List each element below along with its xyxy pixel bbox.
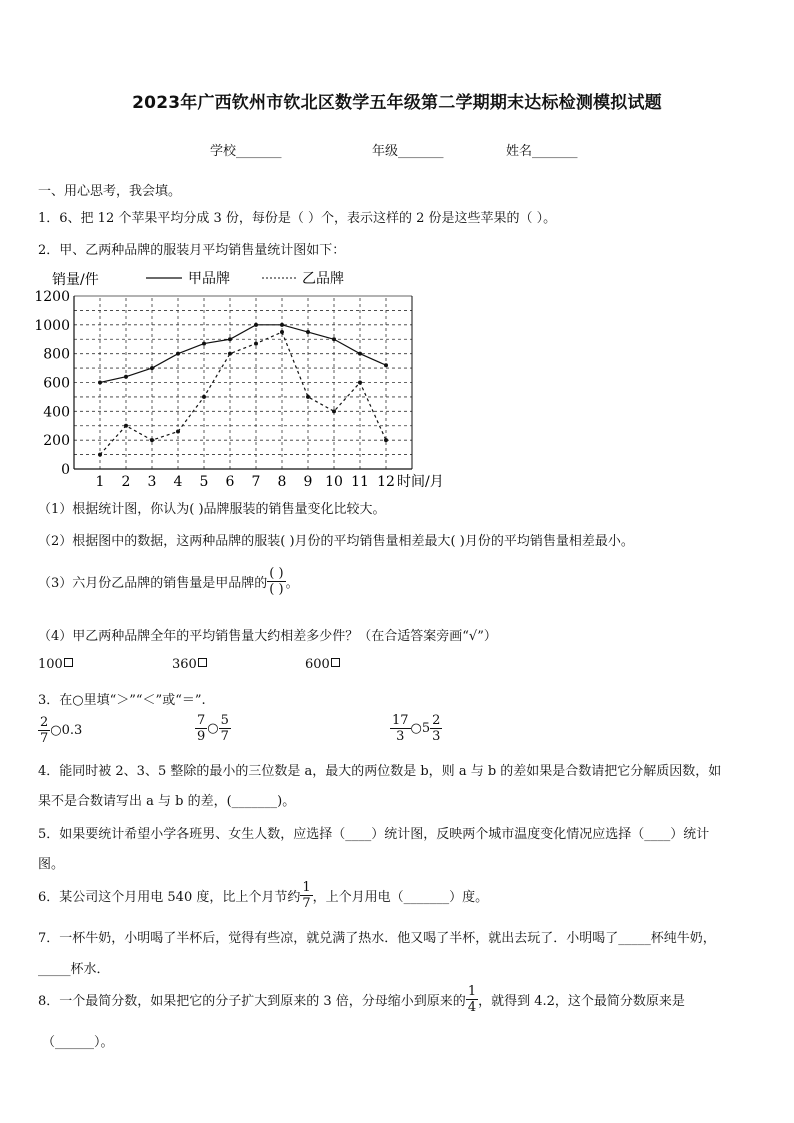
grade-field [372,140,444,159]
question-7-line-2: _____杯水． [38,962,110,977]
y-tick-label: 1200 [34,289,70,305]
x-tick-label: 12 [377,474,395,490]
denominator: 7 [40,731,49,746]
question-2-sub-1: （1）根据统计图，你认为( )品牌服装的销售量变化比较大。 [38,502,386,517]
chart-series [98,323,388,457]
numerator: 1 [302,880,311,895]
numerator: 5 [220,713,229,728]
sub3-text: （3）六月份乙品牌的销售量是甲品牌的 [38,576,268,591]
data-point [306,330,310,334]
fraction [195,713,207,744]
sub3-numerator: ( ) [269,566,284,581]
name-field [506,140,578,159]
legend-label: 乙品牌 [302,271,344,287]
chart-labels [34,270,443,490]
x-tick-label: 5 [199,474,209,490]
y-tick-label: 600 [43,375,70,392]
data-point [384,438,388,442]
name-blank[interactable]: _______ [532,144,578,159]
option-600[interactable] [305,657,340,672]
denominator: 4 [467,1000,477,1015]
data-point [254,323,258,327]
compare-item-a [38,715,82,746]
data-point [150,366,154,370]
data-point [254,342,258,346]
data-point [176,430,180,434]
school-field [210,140,282,159]
question-2-sub-2: （2）根据图中的数据，这两种品牌的服装( )月份的平均销售量相差最大( )月份的平均销售量相差最小。 [38,534,634,549]
section-heading: 一、用心思考，我会填。 [38,184,182,199]
option-360-label: 360 [172,657,197,672]
data-point [358,352,362,356]
option-100[interactable] [38,657,73,672]
data-point [150,438,154,442]
question-5-line-2: 图。 [38,857,65,872]
denominator: 3 [432,729,441,744]
data-point [358,381,362,385]
numerator: 2 [432,713,441,728]
data-point [228,337,232,341]
q8-text-end: ，就得到 4.2，这个最简分数原来是 [478,994,685,1009]
sub3-end: 。 [285,576,299,591]
checkbox-icon[interactable] [64,658,73,667]
question-8-line-2: （______）。 [42,1035,114,1050]
option-600-label: 600 [305,657,330,672]
grade-blank[interactable]: _______ [398,144,444,159]
question-7-line-1: 7．一杯牛奶，小明喝了半杯后，觉得有些凉，就兑满了热水．他又喝了半杯，就出去玩了．小明喝了_____杯纯牛奶， [38,931,716,946]
numerator: 2 [40,715,49,730]
data-point [384,363,388,367]
sub3-denominator: ( ) [269,582,284,597]
x-tick-label: 4 [173,474,183,490]
data-point [280,323,284,327]
option-100-label: 100 [38,657,63,672]
x-tick-label: 10 [325,474,343,490]
school-blank[interactable]: _______ [236,144,282,159]
x-tick-label: 3 [147,474,157,490]
checkbox-icon[interactable] [331,658,340,667]
sub3-fraction [267,566,285,597]
fraction [38,715,50,746]
data-point [124,375,128,379]
x-tick-label: 2 [121,474,131,490]
school-label: 学校 [210,144,237,159]
compare-circle[interactable]: ○5 [410,721,431,736]
y-tick-label: 200 [43,433,70,450]
data-point [306,395,310,399]
data-point [202,342,206,346]
q6-text-end: ，上个月用电（_______）度。 [312,890,489,905]
question-5-line-1: 5．如果要统计希望小学各班男、女生人数，应选择（____）统计图，反映两个城市温度变化情况应选择（____）统计 [38,827,710,842]
data-point [98,453,102,457]
legend-label: 甲品牌 [188,271,230,287]
y-axis-label: 销量/件 [52,272,99,288]
fraction [390,713,411,744]
y-tick-label: 0 [61,462,70,478]
question-2-sub-3 [38,566,299,597]
fraction [219,713,231,744]
x-tick-label: 7 [251,474,261,490]
fraction [430,713,442,744]
q8-text: 8．一个最简分数，如果把它的分子扩大到原来的 3 倍，分母缩小到原来的 [38,994,466,1009]
y-tick-label: 1000 [34,317,70,334]
grade-label: 年级 [372,144,399,159]
fraction [466,984,478,1015]
x-tick-label: 1 [95,474,105,490]
x-axis-label: 时间/月 [397,474,444,490]
compare-rest: ○0.3 [50,723,83,738]
numerator: 7 [197,713,206,728]
data-point [176,352,180,356]
data-point [98,381,102,385]
x-tick-label: 9 [303,474,313,490]
denominator: 7 [302,896,311,911]
option-360[interactable] [172,657,207,672]
numerator: 17 [392,713,409,728]
y-tick-label: 400 [43,404,70,421]
x-tick-label: 8 [277,474,287,490]
denominator: 3 [396,729,405,744]
question-3: 3．在○里填“＞”“＜”或“＝”. [38,693,206,708]
question-6 [38,880,488,911]
question-1: 1．6、把 12 个苹果平均分成 3 份，每份是（ ）个，表示这样的 2 份是这些苹果的（ ）。 [38,211,557,226]
sales-line-chart [34,264,464,490]
x-tick-label: 6 [225,474,235,490]
name-label: 姓名 [506,144,533,159]
numerator: 1 [467,984,477,999]
data-point [332,409,336,413]
compare-circle[interactable]: ○ [207,721,219,736]
data-point [124,424,128,428]
data-point [280,330,284,334]
page-title: 2023年广西钦州市钦北区数学五年级第二学期期末达标检测模拟试题 [132,93,662,113]
compare-item-b [195,713,231,744]
x-tick-label: 11 [351,474,369,490]
question-8 [38,984,685,1015]
denominator: 7 [220,729,229,744]
checkbox-icon[interactable] [198,658,207,667]
fraction [300,880,312,911]
question-2: 2．甲、乙两种品牌的服装月平均销售量统计图如下： [38,243,346,258]
data-point [228,352,232,356]
data-point [202,395,206,399]
compare-item-c [390,713,442,744]
question-4-line-1: 4．能同时被 2、3、5 整除的最小的三位数是 a，最大的两位数是 b，则 a 与 b 的差如果是合数请把它分解质因数，如 [38,764,722,779]
question-4-line-2: 果不是合数请写出 a 与 b 的差，(_______)。 [38,794,296,809]
denominator: 9 [197,729,206,744]
series-line [100,332,386,455]
q6-text: 6．某公司这个月用电 540 度，比上个月节约 [38,890,301,905]
data-point [332,337,336,341]
question-2-sub-4: （4）甲乙两种品牌全年的平均销售量大约相差多少件？（在合适答案旁画“√”） [38,629,497,644]
y-tick-label: 800 [43,346,70,363]
